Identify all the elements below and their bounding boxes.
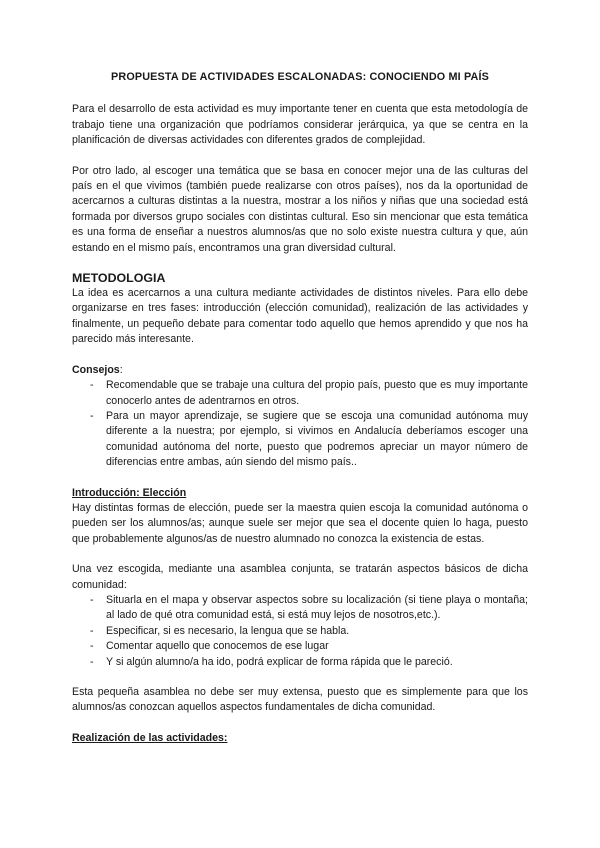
introduccion-heading: Introducción: Elección	[72, 486, 187, 499]
list-dash: -	[90, 593, 94, 606]
consejos-heading-line	[72, 363, 528, 378]
introduccion-paragraph-3: Esta pequeña asamblea no debe ser muy extensa, puesto que es simplemente para que los alumnos/as conozcan aquellos aspectos fundamentales de dicha comunidad.	[72, 686, 528, 714]
introduccion-paragraph-2: Una vez escogida, mediante una asamblea conjunta, se tratarán aspectos básicos de dicha comunidad:	[72, 563, 528, 591]
document-title: PROPUESTA DE ACTIVIDADES ESCALONADAS: CONOCIENDO MI PAÍS	[111, 71, 489, 83]
list-item-text: Situarla en el mapa y observar aspectos sobre su localización (si tiene playa o montaña; al lado de qué otra comunidad está, si está muy lejos de nosotros,etc.).	[106, 593, 528, 622]
consejos-colon: :	[119, 363, 123, 376]
list-item	[72, 624, 528, 639]
document-page	[72, 70, 528, 746]
list-item-text: Recomendable que se trabaje una cultura del propio país, puesto que es muy importante conocerlo antes de adentrarnos en otros.	[106, 379, 528, 407]
introduccion-paragraph-1: Hay distintas formas de elección, puede ser la maestra quien escoja la comunidad autónoma o pueden ser los alumnos/as; aunque suele ser mejor que sea el docente quien lo haga, puesto que probablemente algunos/as de nuestro alumnado no conozca la existencia de estas.	[72, 501, 528, 545]
realizacion-heading: Realización de las actividades:	[72, 731, 228, 744]
list-item	[72, 639, 528, 654]
list-dash: -	[90, 624, 94, 637]
list-item-text: Comentar aquello que conocemos de ese lugar	[106, 640, 329, 653]
metodologia-paragraph: La idea es acercarnos a una cultura mediante actividades de distintos niveles. Para ello debe organizarse en tres fases: introducción (elección comunidad), realización de las actividades y finalmente, un pequeño debate para comentar todo aquello que hemos aprendido y que nos ha parecido más interesante.	[72, 287, 528, 346]
list-item	[72, 378, 528, 409]
list-dash: -	[90, 379, 94, 392]
consejos-heading: Consejos	[72, 363, 120, 376]
list-item-text: Y si algún alumno/a ha ido, podrá explicar de forma rápida que le pareció.	[106, 655, 453, 668]
consejos-list	[72, 378, 528, 470]
list-item	[72, 593, 528, 624]
intro-paragraph-1: Para el desarrollo de esta actividad es muy importante tener en cuenta que esta metodología de trabajo tiene una organización que podríamos considerar jerárquica, ya que se centra en la planificación de diversas actividades con diferentes grados de complejidad.	[72, 103, 528, 147]
introduccion-list	[72, 593, 528, 670]
list-dash: -	[90, 640, 94, 653]
list-dash: -	[90, 409, 94, 422]
list-item	[72, 655, 528, 670]
metodologia-heading: METODOLOGIA	[72, 271, 166, 286]
list-dash: -	[90, 655, 94, 668]
list-item	[72, 409, 528, 471]
list-item-text: Especificar, si es necesario, la lengua que se habla.	[106, 624, 350, 637]
intro-paragraph-2: Por otro lado, al escoger una temática que se basa en conocer mejor una de las culturas del país en el que vivimos (también puede realizarse con otros países), nos da la oportunidad de acercarnos a culturas distintas a la nuestra, mostrar a los niños y niñas que una sociedad está formada por diversos grupo sociales con distintas cultural. Eso sin mencionar que esta temática es una forma de enseñar a nuestros alumnos/as que no solo existe nuestra cultura y que, aún estando en el mismo país, encontramos una gran diversidad cultural.	[72, 164, 528, 254]
list-item-text: Para un mayor aprendizaje, se sugiere que se escoja una comunidad autónoma muy diferente a la nuestra; por ejemplo, si vivimos en Andalucía deberíamos escoger una comunidad autónoma del norte, puesto que podremos apreciar un mayor número de diferencias entre ambas, aún siendo del mismo país..	[106, 409, 528, 469]
